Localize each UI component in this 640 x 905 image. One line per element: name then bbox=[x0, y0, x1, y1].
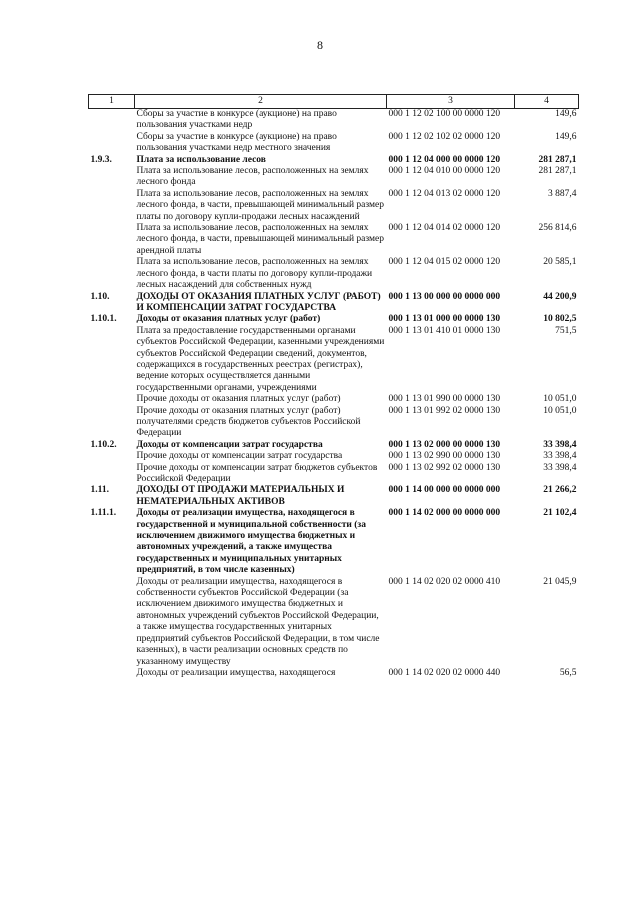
row-number: 1.10.2. bbox=[90, 439, 117, 450]
row-number: 1.11. bbox=[90, 485, 109, 496]
column-header-1: 1 bbox=[89, 95, 135, 109]
row-sum: 21 102,4 bbox=[543, 508, 577, 519]
row-code: 000 1 12 04 015 02 0000 120 bbox=[388, 257, 501, 268]
row-sum: 33 398,4 bbox=[543, 451, 577, 462]
column-header-4: 4 bbox=[515, 95, 579, 109]
table-row bbox=[89, 463, 579, 486]
row-code: 000 1 12 02 102 02 0000 120 bbox=[388, 131, 501, 142]
revenue-table bbox=[88, 94, 579, 679]
row-name: Плата за использование лесов, расположенных на землях лесного фонда, в части платы по договору купли-продажи лесных насаждений для собственных нужд bbox=[136, 257, 373, 291]
row-name: Прочие доходы от оказания платных услуг (работ) bbox=[136, 394, 341, 405]
table-row bbox=[89, 257, 579, 291]
row-name: Плата за использование лесов, расположенных на землях лесного фонда, в части, превышающей минимальный размер платы по договору купли-продажи лесных насаждений bbox=[136, 188, 384, 222]
row-sum: 149,6 bbox=[555, 131, 577, 142]
table-row bbox=[89, 223, 579, 257]
row-name: Сборы за участие в конкурсе (аукционе) на право пользования участками недр местного значения bbox=[136, 131, 337, 154]
row-sum: 56,5 bbox=[559, 667, 577, 678]
row-number bbox=[89, 166, 135, 189]
row-name: ДОХОДЫ ОТ ОКАЗАНИЯ ПЛАТНЫХ УСЛУГ (РАБОТ) И КОМПЕНСАЦИИ ЗАТРАТ ГОСУДАРСТВА bbox=[136, 291, 381, 313]
row-number bbox=[89, 668, 135, 679]
row-number: 1.11.1. bbox=[90, 508, 117, 519]
row-sum: 33 398,4 bbox=[543, 462, 577, 473]
row-sum: 20 585,1 bbox=[543, 257, 577, 268]
row-code: 000 1 13 01 000 00 0000 130 bbox=[388, 314, 501, 325]
row-number: 1.10.1. bbox=[90, 314, 117, 325]
row-number: 1.10. bbox=[90, 291, 110, 302]
row-code: 000 1 14 02 020 02 0000 440 bbox=[388, 667, 501, 678]
row-number: 1.9.3. bbox=[90, 154, 112, 165]
table-row bbox=[89, 668, 579, 679]
row-sum: 33 398,4 bbox=[543, 439, 577, 450]
row-code: 000 1 13 01 410 01 0000 130 bbox=[388, 325, 501, 336]
table-header-row bbox=[89, 95, 579, 109]
row-number bbox=[89, 451, 135, 462]
table-row bbox=[89, 155, 579, 166]
row-sum: 751,5 bbox=[555, 325, 577, 336]
row-sum: 281 287,1 bbox=[538, 154, 577, 165]
row-number bbox=[89, 189, 135, 223]
table-row bbox=[89, 577, 579, 668]
row-code: 000 1 12 04 014 02 0000 120 bbox=[388, 223, 501, 234]
table-row bbox=[89, 292, 579, 315]
row-code: 000 1 13 02 992 02 0000 130 bbox=[388, 462, 501, 473]
row-sum: 256 814,6 bbox=[538, 223, 577, 234]
row-code: 000 1 12 02 100 00 0000 120 bbox=[388, 109, 501, 119]
row-code: 000 1 13 02 990 00 0000 130 bbox=[388, 451, 501, 462]
row-name: Прочие доходы от компенсации затрат государства bbox=[136, 451, 343, 462]
table-row bbox=[89, 132, 579, 155]
table-row bbox=[89, 189, 579, 223]
column-header-3: 3 bbox=[387, 95, 515, 109]
row-code: 000 1 13 01 990 00 0000 130 bbox=[388, 394, 501, 405]
row-number bbox=[89, 132, 135, 155]
row-sum: 3 887,4 bbox=[548, 188, 577, 199]
row-code: 000 1 12 04 010 00 0000 120 bbox=[388, 166, 501, 177]
row-sum: 10 802,5 bbox=[543, 314, 577, 325]
row-name: Доходы от реализации имущества, находящегося в собственности субъектов Российской Федерации (за исключением движимого имущества бюджетных и автономных учреждений субъектов Российской Федерации, а также имущества государственных унитарных предприятий субъектов Российской Федерации, в том числе казенных), в части реализации основных средств по указанному имуществу bbox=[136, 576, 380, 667]
row-sum: 10 051,0 bbox=[543, 394, 577, 405]
row-name: Доходы от реализации имущества, находящегося bbox=[136, 667, 336, 678]
row-code: 000 1 12 04 000 00 0000 120 bbox=[388, 154, 501, 165]
table-row bbox=[89, 485, 579, 508]
row-number bbox=[89, 463, 135, 486]
row-name: Плата за использование лесов bbox=[136, 154, 266, 165]
row-name: Доходы от оказания платных услуг (работ) bbox=[136, 314, 321, 325]
page-number: 8 bbox=[317, 38, 323, 52]
row-sum: 10 051,0 bbox=[543, 405, 577, 416]
row-number bbox=[89, 577, 135, 668]
row-sum: 21 045,9 bbox=[543, 576, 577, 587]
row-name: Сборы за участие в конкурсе (аукционе) на право пользования участками недр bbox=[136, 109, 337, 131]
row-sum: 44 200,9 bbox=[543, 291, 577, 302]
row-name: Плата за использование лесов, расположенных на землях лесного фонда, в части, превышающей минимальный размер арендной платы bbox=[136, 223, 384, 256]
row-number bbox=[89, 109, 135, 132]
table-row bbox=[89, 394, 579, 405]
row-name: Доходы от компенсации затрат государства bbox=[136, 439, 323, 450]
table-row bbox=[89, 109, 579, 132]
row-number bbox=[89, 223, 135, 257]
row-name: Плата за предоставление государственными органами субъектов Российской Федерации, казенными учреждениями субъектов Российской Федерации сведений, документов, содержащихся в государственных реестрах (регистрах), ведение которых осуществляется данными государственными органами, учреждениями bbox=[136, 325, 385, 393]
row-code: 000 1 13 02 000 00 0000 130 bbox=[388, 439, 501, 450]
row-number bbox=[89, 257, 135, 291]
row-name: ДОХОДЫ ОТ ПРОДАЖИ МАТЕРИАЛЬНЫХ И НЕМАТЕРИАЛЬНЫХ АКТИВОВ bbox=[136, 485, 345, 507]
row-code: 000 1 14 02 020 02 0000 410 bbox=[388, 576, 501, 587]
row-code: 000 1 14 00 000 00 0000 000 bbox=[388, 485, 501, 496]
table-row bbox=[89, 314, 579, 325]
row-name: Плата за использование лесов, расположенных на землях лесного фонда bbox=[136, 166, 369, 188]
row-number bbox=[89, 326, 135, 394]
table-row bbox=[89, 440, 579, 451]
row-code: 000 1 13 00 000 00 0000 000 bbox=[388, 291, 501, 302]
row-sum: 149,6 bbox=[555, 109, 577, 119]
row-name: Прочие доходы от компенсации затрат бюджетов субъектов Российской Федерации bbox=[136, 462, 378, 484]
row-code: 000 1 13 01 992 02 0000 130 bbox=[388, 405, 501, 416]
row-code: 000 1 12 04 013 02 0000 120 bbox=[388, 188, 501, 199]
row-sum: 281 287,1 bbox=[538, 166, 577, 177]
table-row bbox=[89, 451, 579, 462]
row-name: Доходы от реализации имущества, находящегося в государственной и муниципальной собственности (за исключением движимого имущества бюджетных и автономных учреждений, а также имущества государственных и муниципальных унитарных предприятий, в том числе казенных) bbox=[136, 508, 366, 576]
row-name: Прочие доходы от оказания платных услуг (работ) получателями средств бюджетов субъектов Российской Федерации bbox=[136, 405, 361, 439]
table-row bbox=[89, 166, 579, 189]
column-header-2: 2 bbox=[135, 95, 387, 109]
row-number bbox=[89, 394, 135, 405]
table-row bbox=[89, 508, 579, 576]
row-sum: 21 266,2 bbox=[543, 485, 577, 496]
table-body bbox=[89, 109, 579, 680]
row-number bbox=[89, 406, 135, 440]
row-code: 000 1 14 02 000 00 0000 000 bbox=[388, 508, 501, 519]
table-row bbox=[89, 406, 579, 440]
table-row bbox=[89, 326, 579, 394]
